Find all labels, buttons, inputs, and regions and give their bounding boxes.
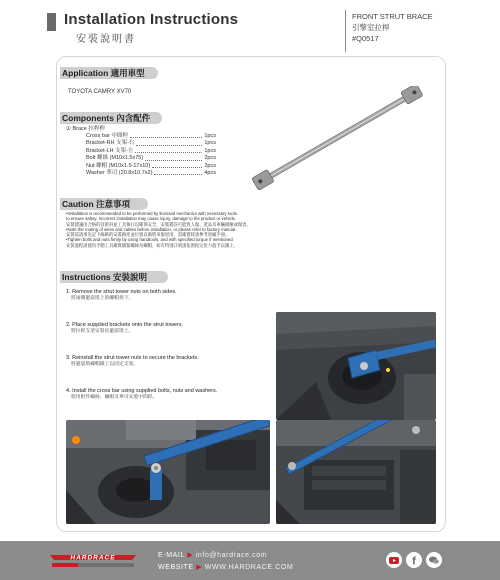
header-accent-bar bbox=[47, 13, 56, 31]
email-link[interactable]: info@hardrace.com bbox=[195, 552, 268, 559]
website-label: WEBSITE bbox=[158, 564, 194, 571]
step-text: 1. Remove the strut tower nuts on both sides. bbox=[66, 289, 177, 295]
step-text-cn: 將拉桿支架安裝於避震塔上。 bbox=[71, 329, 134, 334]
components-list bbox=[66, 126, 216, 177]
list-item bbox=[66, 163, 216, 170]
component-name: Bracket-LH 支架-左 bbox=[86, 147, 134, 154]
footer-website: WEBSITE ▶ WWW.HARDRACE.COM bbox=[158, 564, 294, 571]
instruction-step-1 bbox=[66, 289, 177, 302]
product-name-en: FRONT STRUT BRACE bbox=[352, 12, 433, 21]
page-footer bbox=[0, 541, 500, 580]
component-name: Washer 華司 (20.8x10.7x2) bbox=[86, 170, 153, 177]
list-item bbox=[66, 170, 216, 177]
component-qty: 1pcs bbox=[204, 147, 216, 154]
step-text: 2. Place supplied brackets onto the strut towers. bbox=[66, 322, 184, 328]
youtube-icon[interactable] bbox=[386, 552, 402, 568]
section-components-title: Components 內含配件 bbox=[60, 112, 162, 124]
page-title-cn: 安裝說明書 bbox=[76, 34, 136, 45]
instruction-step-2 bbox=[66, 322, 183, 335]
page-title: Installation Instructions bbox=[64, 11, 239, 28]
header-divider bbox=[345, 10, 346, 52]
hardrace-logo bbox=[48, 549, 138, 573]
vehicle-model: TOYOTA CAMRY XV70 bbox=[68, 89, 132, 95]
component-name: Cross bar 中間桿 bbox=[86, 133, 128, 139]
caution-line: 安裝建議由合格的技術員並工具執行以確保安全，安裝錯誤可能致人傷、產品及車輛損壞或傷害。 bbox=[66, 221, 251, 227]
footer-email: E-MAIL ▶ info@hardrace.com bbox=[158, 552, 268, 559]
section-application-title: Application 適用車型 bbox=[60, 67, 158, 79]
component-name: Nut 螺帽 (M10x1.5-17x10) bbox=[86, 162, 151, 169]
caution-line: •Note the routing of wires and cables before installation, or please refer to factory manual. bbox=[66, 226, 237, 232]
photo-strut-closeup bbox=[66, 420, 270, 524]
wechat-icon[interactable] bbox=[426, 552, 442, 568]
list-item bbox=[66, 155, 216, 162]
component-name: Bolt 螺絲 (M10x1.5x75) bbox=[86, 155, 144, 162]
component-qty: 2pcs bbox=[204, 162, 216, 169]
caution-notes bbox=[66, 211, 312, 248]
section-instructions-title: Instructions 安裝說明 bbox=[60, 271, 168, 283]
component-qty: 1pcs bbox=[204, 133, 216, 139]
component-name: Bracket-RH 支架-右 bbox=[86, 140, 135, 147]
photo-strut-tower-bracket bbox=[276, 312, 436, 420]
section-caution-title: Caution 注意事項 bbox=[60, 198, 148, 210]
email-label: E-MAIL bbox=[158, 552, 185, 559]
product-name-cn: 引擎室拉桿 bbox=[352, 23, 390, 32]
caution-line: to ensure safety. Incorrect installation may cause injury, damage to the product or vehicle. bbox=[66, 216, 237, 222]
step-text: 4. Install the cross bar using supplied bolts, nuts and washers. bbox=[66, 388, 218, 394]
photo-engine-bay-installed bbox=[276, 420, 436, 524]
caution-line: •Tighten bolts and nuts firmly by using handtools, and with specified torque if mentioned. bbox=[66, 237, 234, 243]
step-text-cn: 將兩側避震塔上的螺帽拆下。 bbox=[71, 296, 134, 301]
facebook-icon[interactable] bbox=[406, 552, 422, 568]
step-text: 3. Reinstall the strut tower nuts to secure the brackets. bbox=[66, 355, 199, 361]
component-qty: 4pcs bbox=[204, 170, 216, 177]
svg-text:f: f bbox=[412, 555, 416, 568]
page-header bbox=[0, 0, 500, 52]
svg-text:HARDRACE: HARDRACE bbox=[70, 554, 116, 562]
list-item bbox=[66, 140, 216, 147]
instruction-step-3 bbox=[66, 355, 199, 368]
strut-brace-product-image bbox=[244, 86, 432, 194]
website-link[interactable]: WWW.HARDRACE.COM bbox=[204, 564, 294, 571]
caution-line: •Installation is recommended to be performed by licensed mechanics with necessary tools bbox=[66, 211, 237, 216]
component-qty: 2pcs bbox=[204, 155, 216, 162]
instruction-step-4 bbox=[66, 388, 217, 401]
caution-line: 安裝前請事先記下線路的安裝路徑並位置以備將來復原用，需確實時請參考原廠手冊。 bbox=[66, 232, 230, 238]
part-number: #Q0517 bbox=[352, 34, 379, 43]
components-group-label: ① Brace 拉桿桿 bbox=[66, 126, 105, 132]
component-qty: 1pcs bbox=[204, 140, 216, 147]
caution-line: 安裝過程請使用手動工具確實鎖緊螺絲及螺帽，如有特別註明請依照指定扭力值予以鎖上。 bbox=[66, 242, 238, 248]
step-text-cn: 將避震塔螺帽鎖上以固定支架。 bbox=[71, 362, 139, 367]
step-text-cn: 使用附件螺絲、螺帽及華司安裝中間桿。 bbox=[71, 395, 158, 400]
